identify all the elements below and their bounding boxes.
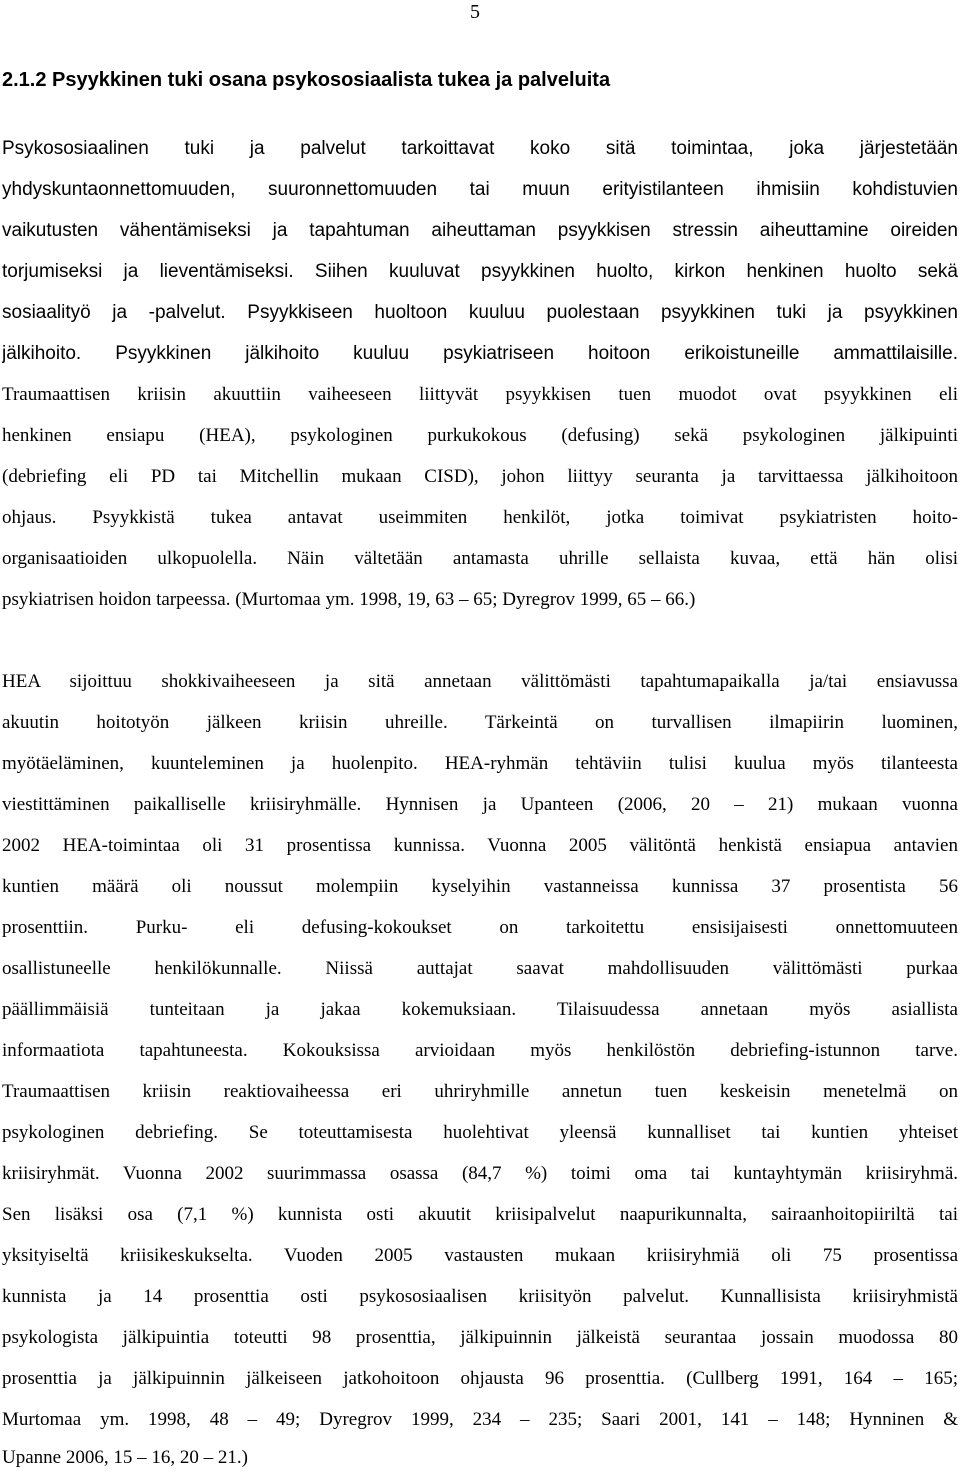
text-line: organisaatioiden ulkopuolella. Näin vältetään antamasta uhrille sellaista kuvaa, että hän olisi: [2, 548, 958, 569]
text-line: ohjaus. Psyykkistä tukea antavat useimmiten henkilöt, jotka toimivat psykiatristen hoito-: [2, 507, 958, 528]
text-line: Sen lisäksi osa (7,1 %) kunnista osti akuutit kriisipalvelut naapurikunnalta, sairaanhoitopiiriltä tai: [2, 1204, 958, 1225]
page-number: 5: [470, 1, 480, 23]
text-line: informaatiota tapahtuneesta. Kokouksissa arvioidaan myös henkilöstön debriefing-istunnon tarve.: [2, 1040, 958, 1061]
text-line: kriisiryhmät. Vuonna 2002 suurimmassa osassa (84,7 %) toimi oma tai kuntayhtymän kriisiryhmä.: [2, 1163, 958, 1184]
text-line: osallistuneelle henkilökunnalle. Niissä auttajat saavat mahdollisuuden välittömästi purkaa: [2, 958, 958, 979]
text-line: vaikutusten vähentämiseksi ja tapahtuman aiheuttaman psyykkisen stressin aiheuttamine oireiden: [2, 220, 958, 241]
text-line: torjumiseksi ja lieventämiseksi. Siihen kuuluvat psyykkinen huolto, kirkon henkinen huolto sekä: [2, 261, 958, 282]
text-line: (debriefing eli PD tai Mitchellin mukaan CISD), johon liittyy seuranta ja tarvittaessa jälkihoitoon: [2, 466, 958, 487]
text-line: Murtomaa ym. 1998, 48 – 49; Dyregrov 1999, 234 – 235; Saari 2001, 141 – 148; Hynninen &: [2, 1409, 958, 1430]
text-line: jälkihoito. Psyykkinen jälkihoito kuuluu psykiatriseen hoitoon erikoistuneille ammattilaisille.: [2, 343, 958, 364]
text-line: viestittäminen paikalliselle kriisiryhmälle. Hynnisen ja Upanteen (2006, 20 – 21) mukaan vuonna: [2, 794, 958, 815]
text-line: Traumaattisen kriisin akuuttiin vaiheeseen liittyvät psyykkisen tuen muodot ovat psyykkinen eli: [2, 384, 958, 405]
text-line: akuutin hoitotyön jälkeen kriisin uhreille. Tärkeintä on turvallisen ilmapiirin luominen,: [2, 712, 958, 733]
text-line: prosenttiin. Purku- eli defusing-kokoukset on tarkoitettu ensisijaisesti onnettomuuteen: [2, 917, 958, 938]
text-line: Upanne 2006, 15 – 16, 20 – 21.): [2, 1447, 248, 1468]
text-line: Psykososiaalinen tuki ja palvelut tarkoittavat koko sitä toimintaa, joka järjestetään: [2, 138, 958, 159]
text-line: kuntien määrä oli noussut molempiin kyselyihin vastanneissa kunnissa 37 prosentista 56: [2, 876, 958, 897]
text-line: sosiaalityö ja -palvelut. Psyykkiseen huoltoon kuuluu puolestaan psyykkinen tuki ja psyykkinen: [2, 302, 958, 323]
text-line: 2002 HEA-toimintaa oli 31 prosentissa kunnissa. Vuonna 2005 välitöntä henkistä ensiapua antavien: [2, 835, 958, 856]
section-heading: 2.1.2 Psyykkinen tuki osana psykososiaalista tukea ja palveluita: [2, 69, 611, 91]
text-line: päällimmäisiä tunteitaan ja jakaa kokemuksiaan. Tilaisuudessa annetaan myös asiallista: [2, 999, 958, 1020]
text-line: Traumaattisen kriisin reaktiovaiheessa eri uhriryhmille annetun tuen keskeisin menetelmä on: [2, 1081, 958, 1102]
text-line: henkinen ensiapu (HEA), psykologinen purkukokous (defusing) sekä psykologinen jälkipuinti: [2, 425, 958, 446]
text-line: HEA sijoittuu shokkivaiheeseen ja sitä annetaan välittömästi tapahtumapaikalla ja/tai ensiavussa: [2, 671, 958, 692]
text-line: yhdyskuntaonnettomuuden, suuronnettomuuden tai muun erityistilanteen ihmisiin kohdistuvien: [2, 179, 958, 200]
text-line: prosenttia ja jälkipuinnin jälkeiseen jatkohoitoon ohjausta 96 prosenttia. (Cullberg 1991, 164 – 165;: [2, 1368, 958, 1389]
text-line: kunnista ja 14 prosenttia osti psykososiaalisen kriisityön palvelut. Kunnallisista kriisiryhmistä: [2, 1286, 958, 1307]
text-line: psykologinen debriefing. Se toteuttamisesta huolehtivat yleensä kunnalliset tai kuntien yhteiset: [2, 1122, 958, 1143]
text-line: psykiatrisen hoidon tarpeessa. (Murtomaa ym. 1998, 19, 63 – 65; Dyregrov 1999, 65 – 66.): [2, 589, 696, 610]
text-line: myötäeläminen, kuunteleminen ja huolenpito. HEA-ryhmän tehtäviin tulisi kuulua myös tilanteesta: [2, 753, 958, 774]
text-line: psykologista jälkipuintia toteutti 98 prosenttia, jälkipuinnin jälkeistä seurantaa jossain muodossa 80: [2, 1327, 958, 1348]
text-line: yksityiseltä kriisikeskukselta. Vuoden 2005 vastausten mukaan kriisiryhmiä oli 75 prosentissa: [2, 1245, 958, 1266]
